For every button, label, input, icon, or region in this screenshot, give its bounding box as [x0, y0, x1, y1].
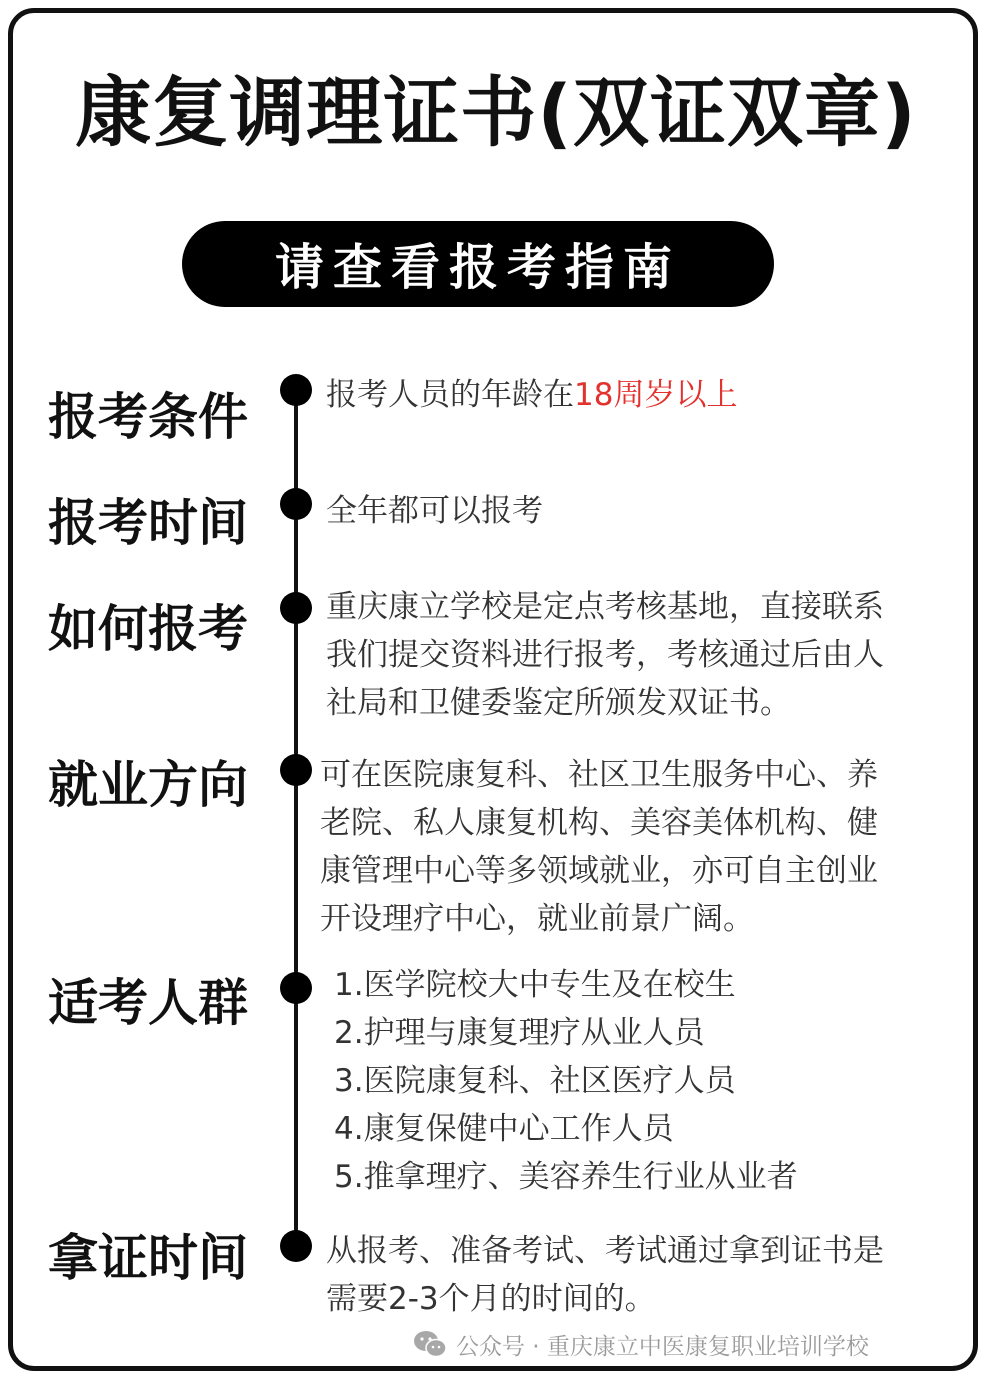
list-item: 4.康复保健中心工作人员: [334, 1111, 674, 1147]
page-title: 康复调理证书(双证双章): [75, 68, 917, 157]
text-line: 社局和卫健委鉴定所颁发双证书。: [326, 685, 791, 721]
section-label-audience: 适考人群: [48, 974, 248, 1032]
footer-text: 公众号 · 重庆康立中医康复职业培训学校: [456, 1333, 869, 1360]
section-text-how: [326, 583, 884, 727]
text-line: 我们提交资料进行报考，考核通过后由人: [326, 637, 884, 673]
text-line: 重庆康立学校是定点考核基地，直接联系: [326, 589, 884, 625]
footer-watermark: [412, 1326, 869, 1362]
list-item: 2.护理与康复理疗从业人员: [334, 1015, 705, 1051]
text-line: 需要2-3个月的时间的。: [326, 1281, 656, 1317]
text-line: 康管理中心等多领域就业，亦可自主创业: [320, 853, 878, 889]
text-line: 全年都可以报考: [326, 493, 543, 529]
section-text-requirements: [326, 371, 737, 419]
text-line: 从报考、准备考试、考试通过拿到证书是: [326, 1233, 884, 1269]
section-label-requirements: 报考条件: [48, 388, 248, 446]
section-label-time: 报考时间: [48, 494, 248, 552]
wechat-icon: [412, 1329, 448, 1359]
text-line: 可在医院康复科、社区卫生服务中心、养: [320, 757, 878, 793]
timeline-dot: [280, 754, 312, 786]
text-line: 老院、私人康复机构、美容美体机构、健: [320, 805, 878, 841]
timeline-dot: [280, 488, 312, 520]
timeline-dot: [280, 374, 312, 406]
section-text-career: [320, 751, 878, 943]
timeline-dot: [280, 592, 312, 624]
list-item: 3.医院康复科、社区医疗人员: [334, 1063, 736, 1099]
section-text-time: [326, 487, 543, 535]
section-label-certificate-time: 拿证时间: [48, 1229, 248, 1287]
guide-banner[interactable]: 请查看报考指南: [182, 221, 774, 307]
list-item: 1.医学院校大中专生及在校生: [334, 967, 736, 1003]
section-label-career: 就业方向: [48, 756, 248, 814]
section-text-audience: [334, 961, 798, 1201]
timeline-dot: [280, 1230, 312, 1262]
list-item: 5.推拿理疗、美容养生行业从业者: [334, 1159, 798, 1195]
timeline-dot: [280, 972, 312, 1004]
section-label-how: 如何报考: [48, 600, 248, 658]
text-line: 开设理疗中心，就业前景广阔。: [320, 901, 754, 937]
text-line: 报考人员的年龄在: [326, 377, 574, 413]
age-highlight: 18周岁以上: [574, 377, 738, 413]
section-text-certificate-time: [326, 1227, 884, 1323]
